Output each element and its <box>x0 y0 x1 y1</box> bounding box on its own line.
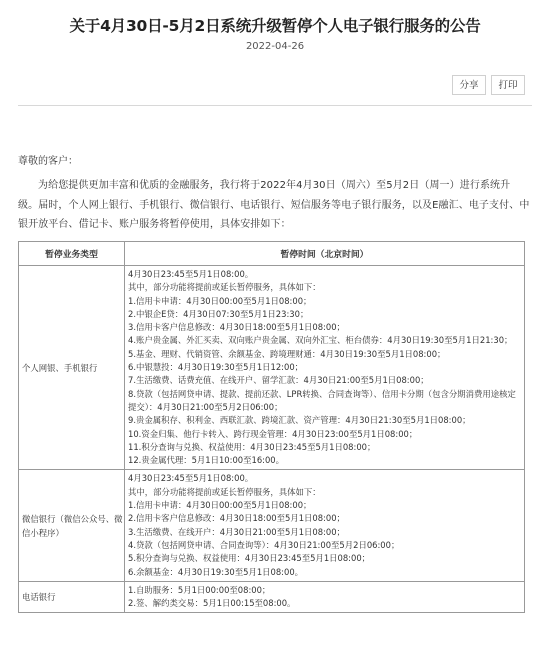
suspend-time-cell <box>125 581 525 613</box>
schedule-line: 8.贷款（包括网贷申请、提款、提前还款、LPR转换、合同查询等）、信用卡分期（包含分期消费用途核定提交）：4月30日21:00至5月2日06:00； <box>128 388 516 412</box>
schedule-line: 7.生活缴费、话费充值、在线开户、留学汇款：4月30日21:00至5月1日08:00； <box>128 375 429 386</box>
header-service-type: 暂停业务类型 <box>19 242 125 266</box>
table-row <box>19 581 525 613</box>
schedule-line: 4月30日23:45至5月1日08:00。 <box>128 473 254 484</box>
schedule-line: 1.信用卡申请：4月30日00:00至5月1日08:00； <box>128 500 312 511</box>
service-type-cell: 个人网银、手机银行 <box>19 266 125 470</box>
schedule-line: 2.中银企E贷：4月30日07:30至5月1日23:30； <box>128 308 309 319</box>
schedule-line: 5.基金、理财、代销资管、余额基金、跨境理财通：4月30日19:30至5月1日08:00； <box>128 348 446 359</box>
schedule-line: 5.积分查询与兑换、权益使用：4月30日23:45至5月1日08:00； <box>128 553 371 564</box>
schedule-line: 6.中银慧投：4月30日19:30至5月1日12:00； <box>128 362 304 373</box>
schedule-line: 4.账户贵金属、外汇买卖、双向账户贵金属、双向外汇宝、柜台债券：4月30日19:30至5月1日21:30； <box>128 335 513 346</box>
schedule-line: 3.生活缴费、在线开户：4月30日21:00至5月1日08:00； <box>128 526 345 537</box>
service-type-cell: 微信银行（微信公众号、微信小程序） <box>19 470 125 581</box>
schedule-table <box>18 241 525 613</box>
schedule-line: 4.贷款（包括网贷申请、合同查询等）：4月30日21:00至5月2日06:00； <box>128 539 400 550</box>
schedule-line: 10.资金归集、他行卡转入、跨行现金管理：4月30日23:00至5月1日08:00； <box>128 428 418 439</box>
service-type-cell: 电话银行 <box>19 581 125 613</box>
schedule-line: 11.积分查询与兑换、权益使用：4月30日23:45至5月1日08:00； <box>128 441 376 452</box>
print-button[interactable]: 打印 <box>491 75 525 95</box>
schedule-line: 1.自助服务：5月1日00:00至08:00； <box>128 584 271 595</box>
schedule-line: 其中，部分功能将提前或延长暂停服务，具体如下： <box>128 486 321 497</box>
schedule-line: 4月30日23:45至5月1日08:00。 <box>128 269 254 279</box>
intro-paragraph: 为给您提供更加丰富和优质的金融服务，我行将于2022年4月30日（周六）至5月2日（周一）进行系统升级。届时，个人网上银行、手机银行、微信银行、电话银行、短信服务等电子银行服务，以及E融汇、电子支付、中银开放平台、借记卡、账户服务将暂停使用，具体安排如下： <box>18 180 530 230</box>
notice-title: 关于4月30日-5月2日系统升级暂停个人电子银行服务的公告 <box>69 17 481 35</box>
schedule-line: 3.信用卡客户信息修改：4月30日18:00至5月1日08:00； <box>128 322 345 333</box>
greeting: 尊敬的客户： <box>18 156 78 167</box>
schedule-line: 其中，部分功能将提前或延长暂停服务，具体如下： <box>128 282 321 293</box>
publish-date: 2022-04-26 <box>245 41 305 52</box>
schedule-line: 2.签、解约类交易：5月1日00:15至08:00。 <box>128 598 296 609</box>
suspend-time-cell <box>125 266 525 470</box>
schedule-line: 9.贵金属积存、积利金、西联汇款、跨境汇款、资产管理：4月30日21:30至5月1日08:00； <box>128 415 471 426</box>
schedule-line: 12.贵金属代理：5月1日10:00至16:00。 <box>128 455 284 466</box>
schedule-line: 2.信用卡客户信息修改：4月30日18:00至5月1日08:00； <box>128 513 345 524</box>
header-divider <box>18 105 532 106</box>
table-row <box>19 470 525 581</box>
suspend-time-cell <box>125 470 525 581</box>
schedule-line: 1.信用卡申请：4月30日00:00至5月1日08:00； <box>128 295 312 306</box>
header-suspend-time: 暂停时间（北京时间） <box>125 242 525 266</box>
share-button[interactable]: 分享 <box>452 75 486 95</box>
table-header-row <box>19 242 525 266</box>
schedule-line: 6.余额基金：4月30日19:30至5月1日08:00。 <box>128 566 304 577</box>
table-row <box>19 266 525 470</box>
